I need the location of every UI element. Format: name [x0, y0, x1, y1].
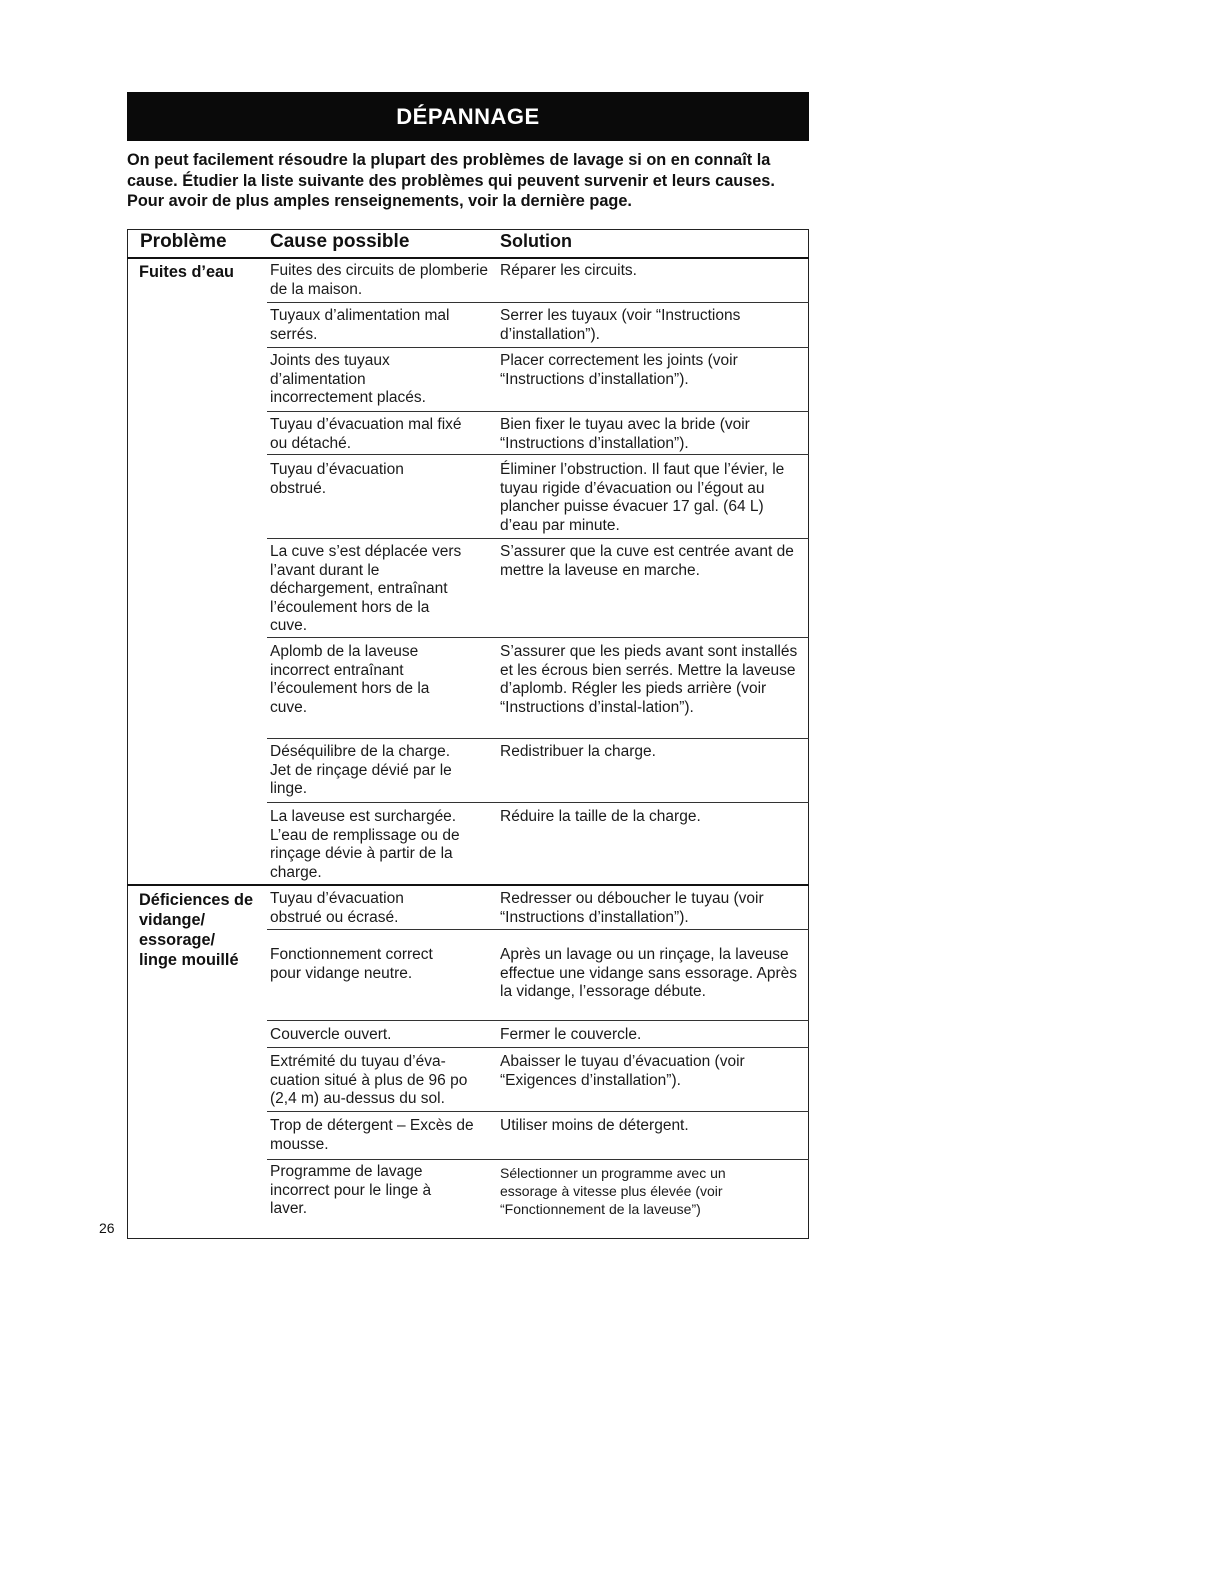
row-divider	[267, 738, 809, 739]
row-divider	[267, 802, 809, 803]
problem-label: Déficiences de vidange/ essorage/ linge mouillé	[139, 891, 254, 969]
intro-paragraph: On peut facilement résoudre la plupart des problèmes de lavage si on en connaît la cause. Étudier la liste suivante des problèmes qui peuvent survenir et leurs causes. Pour avoir de plus amples renseignements, voir la dernière page.	[127, 151, 775, 210]
header-solution: Solution	[500, 231, 572, 251]
row-divider	[267, 1111, 809, 1112]
solution-cell: Éliminer l’obstruction. Il faut que l’évier, le tuyau rigide d’évacuation ou l’égout au plancher puisse évacuer 17 gal. (64 L) d’eau par minute.	[500, 461, 785, 534]
cause-cell: Déséquilibre de la charge. Jet de rinçage dévié par le linge.	[270, 743, 452, 797]
row-divider	[267, 1020, 809, 1021]
solution-cell: Réduire la taille de la charge.	[500, 808, 701, 825]
problem-label: Fuites d’eau	[139, 263, 234, 281]
solution-cell: Fermer le couvercle.	[500, 1026, 642, 1043]
cause-cell: La cuve s’est déplacée vers l’avant durant le déchargement, entraînant l’écoulement hors de la cuve.	[270, 543, 462, 634]
row-divider	[267, 929, 809, 930]
row-divider	[267, 454, 809, 455]
solution-cell: Placer correctement les joints (voir “Instructions d’installation”).	[500, 352, 738, 388]
solution-cell: Sélectionner un programme avec un essorage à vitesse plus élevée (voir “Fonctionnement de la laveuse”)	[500, 1165, 726, 1217]
page-title: DÉPANNAGE	[396, 103, 540, 129]
page-title-banner	[127, 92, 809, 141]
solution-cell: Bien fixer le tuyau avec la bride (voir “Instructions d’installation”).	[500, 416, 750, 452]
cause-cell: Extrémité du tuyau d’éva-cuation situé à plus de 96 po (2,4 m) au-dessus du sol.	[270, 1053, 468, 1107]
solution-cell: Redistribuer la charge.	[500, 743, 656, 760]
solution-cell: Abaisser le tuyau d’évacuation (voir “Exigences d’installation”).	[500, 1053, 745, 1089]
cause-cell: Tuyaux d’alimentation mal serrés.	[270, 307, 450, 343]
solution-cell: Après un lavage ou un rinçage, la laveuse effectue une vidange sans essorage. Après la vidange, l’essorage débute.	[500, 946, 798, 1000]
row-divider	[267, 1159, 809, 1160]
cause-cell: Joints des tuyaux d’alimentation incorrectement placés.	[270, 352, 426, 406]
page-number: 26	[99, 1220, 115, 1236]
cause-cell: Tuyau d’évacuation mal fixé ou détaché.	[270, 416, 462, 452]
cause-cell: Trop de détergent – Excès de mousse.	[270, 1117, 474, 1153]
cause-cell: Fuites des circuits de plomberie de la maison.	[270, 262, 488, 298]
row-divider	[267, 302, 809, 303]
row-divider	[267, 637, 809, 638]
solution-cell: Utiliser moins de détergent.	[500, 1117, 689, 1134]
header-cause: Cause possible	[270, 231, 410, 252]
cause-cell: La laveuse est surchargée. L’eau de remplissage ou de rinçage dévie à partir de la charge.	[270, 808, 460, 881]
row-divider	[267, 1047, 809, 1048]
row-divider	[267, 347, 809, 348]
header-problem: Problème	[140, 231, 227, 252]
solution-cell: S’assurer que les pieds avant sont installés et les écrous bien serrés. Mettre la laveuse d’aplomb. Régler les pieds arrière (voir “Instructions d’instal-lation”).	[500, 643, 798, 716]
cause-cell: Programme de lavage incorrect pour le linge à laver.	[270, 1163, 432, 1217]
cause-cell: Aplomb de la laveuse incorrect entraînant l’écoulement hors de la cuve.	[270, 643, 430, 716]
row-divider	[267, 538, 809, 539]
cause-cell: Couvercle ouvert.	[270, 1026, 392, 1043]
cause-cell: Tuyau d’évacuation obstrué.	[270, 461, 404, 497]
cause-cell: Fonctionnement correct pour vidange neutre.	[270, 946, 433, 982]
header-divider	[127, 257, 809, 259]
solution-cell: Réparer les circuits.	[500, 262, 637, 279]
solution-cell: S’assurer que la cuve est centrée avant de mettre la laveuse en marche.	[500, 543, 794, 579]
row-divider	[267, 411, 809, 412]
section-divider	[127, 884, 809, 886]
solution-cell: Redresser ou déboucher le tuyau (voir “Instructions d’installation”).	[500, 890, 764, 926]
cause-cell: Tuyau d’évacuation obstrué ou écrasé.	[270, 890, 404, 926]
solution-cell: Serrer les tuyaux (voir “Instructions d’installation”).	[500, 307, 741, 343]
